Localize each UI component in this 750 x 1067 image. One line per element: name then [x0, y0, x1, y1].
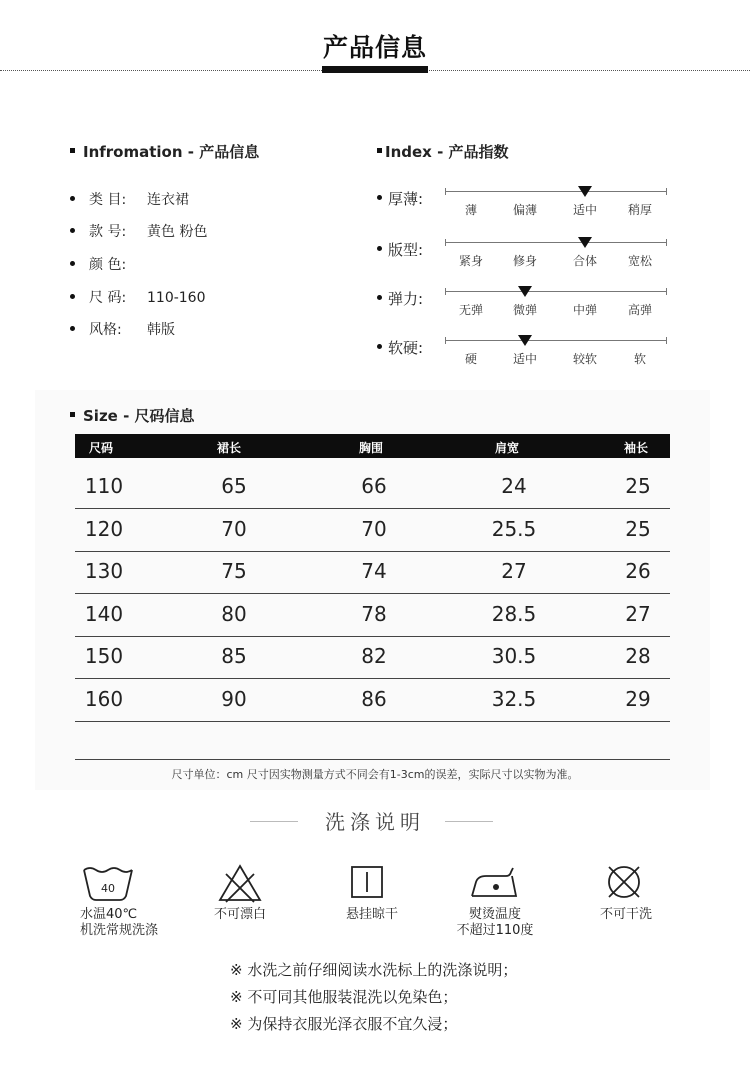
table-row-divider	[75, 636, 670, 637]
care-note: ※ 为保持衣服光泽衣服不宜久浸；	[230, 1015, 458, 1033]
index-label: 弹力:	[377, 288, 423, 309]
scale-tick-label: 修身	[512, 254, 538, 268]
no-bleach-icon	[216, 862, 264, 906]
header-cell: 尺码	[89, 441, 114, 455]
bullet-icon	[377, 344, 382, 349]
scale-tick-label: 高弹	[627, 303, 653, 317]
table-cell: 25	[625, 516, 651, 541]
table-cell: 74	[361, 559, 387, 583]
size-table-header	[75, 434, 670, 458]
scale-end-cap	[445, 337, 446, 344]
info-row-category: 类 目: 连衣裙	[70, 189, 189, 209]
table-cell: 160	[84, 686, 124, 711]
scale-tick-label: 宽松	[627, 254, 653, 268]
table-cell: 78	[361, 601, 387, 626]
scale-line	[445, 191, 667, 192]
bullet-icon	[377, 195, 382, 200]
table-cell: 85	[221, 644, 247, 668]
table-cell: 29	[625, 686, 651, 711]
scale-marker-icon	[578, 237, 592, 248]
scale-tick-label: 软	[633, 352, 647, 366]
table-row-divider	[75, 721, 670, 722]
bullet-icon	[70, 294, 75, 299]
table-cell: 90	[221, 686, 247, 711]
table-cell: 130	[84, 559, 124, 583]
scale-line	[445, 340, 667, 341]
square-bullet-icon	[377, 148, 382, 153]
index-heading: Index - 产品指数	[377, 141, 509, 162]
wash-40-icon	[80, 862, 136, 906]
table-cell: 70	[361, 516, 387, 541]
table-cell: 25	[625, 474, 651, 498]
info-heading: Infromation - 产品信息	[70, 141, 259, 162]
table-cell: 27	[625, 601, 651, 626]
table-row-divider	[75, 593, 670, 594]
table-cell: 27	[501, 559, 527, 583]
bullet-icon	[70, 261, 75, 266]
care-note: ※ 不可同其他服装混洗以免染色；	[230, 988, 458, 1006]
table-cell: 66	[361, 474, 387, 498]
scale-marker-icon	[518, 335, 532, 346]
scale-end-cap	[666, 288, 667, 295]
table-cell: 140	[84, 601, 124, 626]
iron-icon	[466, 862, 522, 906]
square-bullet-icon	[70, 148, 75, 153]
scale-tick-label: 稍厚	[627, 203, 653, 217]
scale-tick-label: 微弹	[512, 303, 538, 317]
scale-end-cap	[666, 239, 667, 246]
table-cell: 80	[221, 601, 247, 626]
scale-tick-label: 偏薄	[512, 203, 538, 217]
size-heading: Size - 尺码信息	[70, 405, 195, 426]
table-row-divider	[75, 508, 670, 509]
scale-end-cap	[445, 188, 446, 195]
index-label: 软硬:	[377, 337, 423, 358]
bullet-icon	[70, 196, 75, 201]
bullet-icon	[70, 228, 75, 233]
scale-end-cap	[445, 288, 446, 295]
scale-line	[445, 291, 667, 292]
title-underline	[322, 66, 428, 73]
header-cell: 胸围	[359, 441, 384, 455]
scale-tick-label: 中弹	[572, 303, 598, 317]
table-cell: 82	[361, 644, 387, 668]
scale-tick-label: 适中	[512, 352, 538, 366]
scale-end-cap	[666, 337, 667, 344]
scale-end-cap	[666, 188, 667, 195]
care-label-no-bleach: 不可漂白	[213, 907, 267, 922]
no-dry-clean-icon	[604, 862, 644, 906]
square-bullet-icon	[70, 412, 75, 417]
index-label: 厚薄:	[377, 188, 423, 209]
scale-tick-label: 薄	[464, 203, 478, 217]
scale-tick-label: 无弹	[458, 303, 484, 317]
table-cell: 70	[221, 516, 247, 541]
scale-end-cap	[445, 239, 446, 246]
bullet-icon	[377, 246, 382, 251]
scale-tick-label: 紧身	[458, 254, 484, 268]
care-divider-right	[445, 821, 493, 822]
scale-tick-label: 硬	[464, 352, 478, 366]
info-row-size: 尺 码: 110-160	[70, 287, 206, 307]
table-row-divider	[75, 551, 670, 552]
care-label-iron: 熨烫温度 不超过110度	[456, 907, 534, 938]
size-note: 尺寸单位：cm 尺寸因实物测量方式不同会有1-3cm的误差，实际尺寸以实物为准。	[171, 768, 579, 781]
bullet-icon	[70, 326, 75, 331]
table-cell: 86	[361, 686, 387, 711]
care-label-no-dry-clean: 不可干洗	[599, 907, 653, 922]
table-cell: 25.5	[491, 516, 537, 541]
scale-marker-icon	[518, 286, 532, 297]
table-cell: 150	[84, 644, 124, 668]
scale-marker-icon	[578, 186, 592, 197]
scale-tick-label: 较软	[572, 352, 598, 366]
care-label-hang-dry: 悬挂晾干	[345, 907, 399, 922]
svg-text:40: 40	[101, 882, 115, 895]
table-cell: 110	[84, 474, 124, 498]
bullet-icon	[377, 295, 382, 300]
table-cell: 24	[501, 474, 527, 498]
header-cell: 肩宽	[495, 441, 520, 455]
table-cell: 32.5	[491, 686, 537, 711]
table-row-divider	[75, 678, 670, 679]
care-label-wash: 水温40℃ 机洗常规洗涤	[80, 907, 159, 938]
header-cell: 袖长	[624, 441, 649, 455]
table-cell: 30.5	[491, 644, 537, 668]
table-cell: 75	[221, 559, 247, 583]
table-cell: 120	[84, 516, 124, 541]
scale-tick-label: 适中	[572, 203, 598, 217]
care-note: ※ 水洗之前仔细阅读水洗标上的洗涤说明；	[230, 961, 518, 979]
info-row-style: 风格: 韩版	[70, 319, 175, 339]
page-title: 产品信息	[322, 33, 427, 62]
care-title: 洗涤说明	[325, 810, 425, 834]
scale-line	[445, 242, 667, 243]
table-cell: 65	[221, 474, 247, 498]
table-bottom-line	[75, 759, 670, 760]
table-cell: 28	[625, 644, 651, 668]
table-cell: 28.5	[491, 601, 537, 626]
scale-tick-label: 合体	[572, 254, 598, 268]
index-label: 版型:	[377, 239, 423, 260]
table-cell: 26	[625, 559, 651, 583]
hang-dry-icon	[349, 862, 385, 906]
info-row-color: 颜 色:	[70, 254, 147, 274]
info-row-style-number: 款 号: 黄色 粉色	[70, 221, 207, 241]
header-cell: 裙长	[217, 441, 242, 455]
